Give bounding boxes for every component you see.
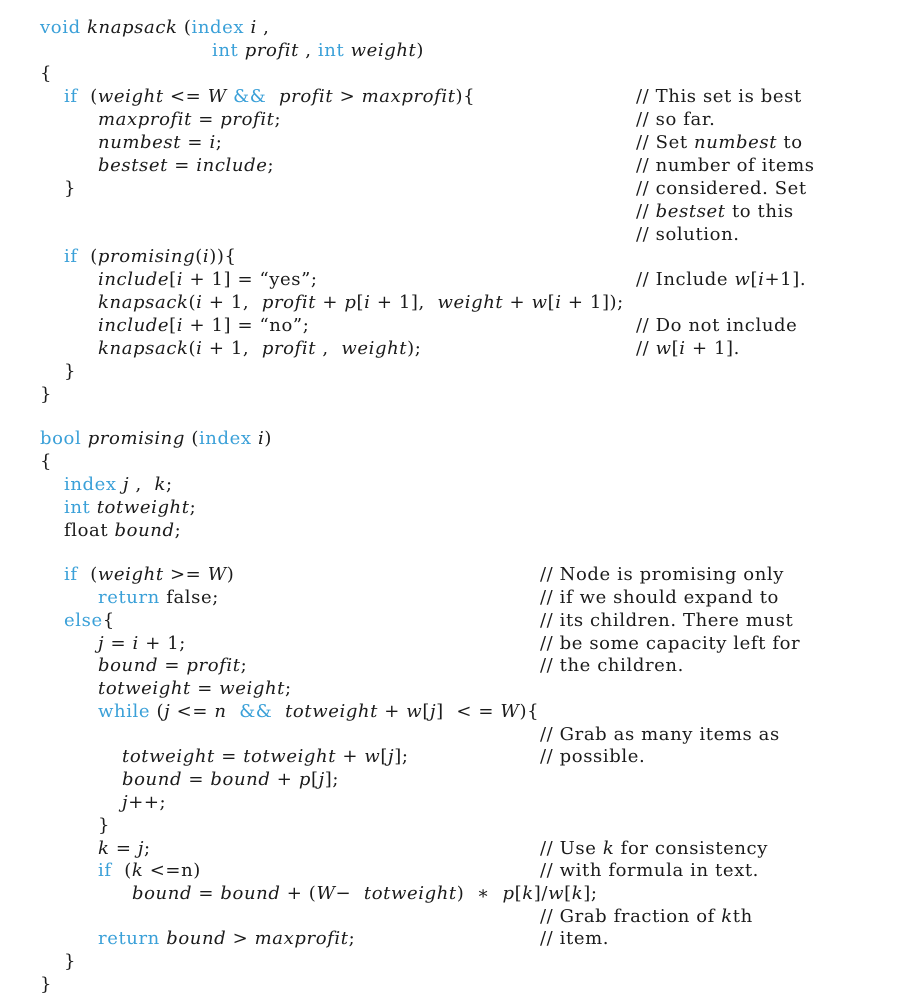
code-comment — [540, 838, 768, 860]
code-keyword: && — [233, 86, 267, 107]
code-keyword: bool — [40, 428, 82, 449]
code-text: > — [226, 928, 255, 949]
code-text: ]; — [583, 883, 598, 904]
code-keyword: index — [64, 474, 117, 495]
code-keyword: while — [98, 701, 151, 722]
code-comment: // solution. — [636, 224, 740, 245]
code-line — [98, 269, 318, 291]
code-text: // — [636, 201, 656, 222]
code-identifier: profit — [244, 40, 299, 61]
code-identifier: w — [364, 746, 381, 767]
code-text: for consistency — [614, 838, 768, 859]
code-keyword: return — [98, 928, 160, 949]
code-text: [ — [310, 769, 319, 790]
code-identifier: weight — [350, 40, 417, 61]
code-identifier: W — [207, 86, 227, 107]
code-identifier: i — [758, 269, 765, 290]
code-line — [98, 292, 624, 314]
code-text: [ — [169, 269, 177, 290]
code-keyword: int — [317, 40, 345, 61]
code-identifier: totweight — [243, 746, 337, 767]
code-line — [98, 633, 186, 655]
code-comment: // so far. — [636, 109, 716, 130]
code-text: } — [40, 384, 53, 405]
code-line — [64, 497, 196, 519]
code-text: = — [191, 109, 221, 130]
code-text: [ — [169, 315, 177, 336]
code-text: ) — [519, 701, 528, 722]
code-identifier: i — [176, 269, 184, 290]
code-identifier: knapsack — [87, 17, 178, 38]
code-line — [98, 315, 309, 337]
code-text — [227, 701, 240, 722]
code-identifier: w — [406, 701, 423, 722]
code-identifier: p — [344, 292, 357, 313]
code-identifier: bound — [132, 883, 193, 904]
code-comment: // This set is best — [636, 86, 802, 107]
code-identifier: weight — [437, 292, 504, 313]
code-text: ] < = — [436, 701, 501, 722]
code-line — [98, 838, 151, 860]
code-comment — [636, 269, 806, 291]
code-text: ; — [215, 132, 223, 153]
code-identifier: weight — [341, 338, 408, 359]
code-identifier: W — [316, 883, 336, 904]
code-identifier: k — [522, 883, 534, 904]
code-identifier: weight — [97, 564, 164, 585]
code-text: ; — [348, 928, 356, 949]
code-text: // Set — [636, 132, 694, 153]
code-text: ]/ — [533, 883, 549, 904]
code-identifier: i — [202, 246, 210, 267]
code-line — [98, 655, 247, 677]
code-comment — [636, 338, 740, 360]
code-comment: // if we should expand to — [540, 587, 779, 608]
code-identifier: weight — [219, 678, 285, 699]
code-keyword: return — [98, 587, 160, 608]
code-identifier: k — [98, 838, 110, 859]
code-identifier: i — [196, 338, 203, 359]
code-line — [98, 155, 274, 177]
code-text: to this — [725, 201, 794, 222]
code-identifier: totweight — [122, 746, 215, 767]
code-text: } — [98, 815, 111, 836]
code-identifier: bound — [210, 769, 271, 790]
code-line — [40, 974, 52, 996]
code-identifier: w — [734, 269, 751, 290]
code-identifier: j — [122, 792, 129, 813]
code-text: ( — [177, 17, 192, 38]
code-text: + — [377, 701, 407, 722]
code-text: + 1], — [370, 292, 438, 313]
code-identifier: bestset — [655, 201, 726, 222]
code-text: + 1; — [138, 633, 186, 654]
code-text: + — [503, 292, 532, 313]
code-text: + ( — [280, 883, 317, 904]
code-comment: // its children. There must — [540, 610, 794, 631]
code-keyword: void — [40, 17, 81, 38]
code-line — [98, 109, 281, 131]
code-identifier: i — [555, 292, 562, 313]
code-line — [40, 384, 52, 406]
code-text: to — [777, 132, 803, 153]
code-identifier: j — [318, 769, 325, 790]
code-identifier: i — [132, 633, 139, 654]
code-text: { — [102, 610, 115, 631]
code-identifier: i — [364, 292, 371, 313]
code-text: { — [463, 86, 476, 107]
code-text: // Grab fraction of — [540, 906, 722, 927]
code-identifier: w — [548, 883, 565, 904]
code-line — [64, 564, 234, 586]
code-line — [98, 860, 201, 882]
code-text: th — [732, 906, 753, 927]
code-text: = — [182, 769, 211, 790]
code-keyword: index — [198, 428, 252, 449]
code-identifier: k — [721, 906, 733, 927]
code-text: + — [336, 746, 365, 767]
code-text: >= — [163, 564, 208, 585]
code-identifier: W — [500, 701, 520, 722]
code-line — [40, 428, 272, 450]
code-text: <=n) — [143, 860, 201, 881]
code-line — [212, 40, 424, 62]
code-line — [98, 701, 539, 723]
code-text: − — [335, 883, 364, 904]
code-identifier: knapsack — [98, 292, 189, 313]
code-identifier: bound — [114, 520, 175, 541]
code-text: [ — [564, 883, 572, 904]
code-text: ) — [455, 86, 464, 107]
code-comment: // number of items — [636, 155, 815, 176]
code-identifier: promising — [97, 246, 196, 267]
code-keyword: int — [212, 40, 239, 61]
code-identifier: include — [196, 155, 268, 176]
code-text: // Use — [540, 838, 603, 859]
code-text: ( — [77, 564, 98, 585]
code-text — [272, 701, 285, 722]
code-text: [ — [750, 269, 759, 290]
code-identifier: profit — [279, 86, 334, 107]
code-text: ( — [188, 338, 197, 359]
code-identifier: W — [207, 564, 227, 585]
code-text: + — [270, 769, 299, 790]
code-line — [40, 63, 52, 85]
code-text: ( — [188, 292, 197, 313]
code-text: [ — [356, 292, 365, 313]
code-identifier: i — [209, 132, 216, 153]
code-identifier: maxprofit — [98, 109, 192, 130]
code-keyword: if — [64, 246, 78, 267]
code-text: { — [40, 451, 53, 472]
code-text: // Include — [636, 269, 735, 290]
code-text: ( — [195, 246, 203, 267]
code-line — [132, 883, 598, 905]
code-comment: // with formula in text. — [540, 860, 760, 881]
code-text: ]; — [394, 746, 409, 767]
code-keyword: index — [191, 17, 245, 38]
code-comment — [636, 201, 794, 223]
code-text: [ — [547, 292, 556, 313]
code-identifier: knapsack — [98, 338, 189, 359]
code-identifier: maxprofit — [254, 928, 349, 949]
code-text: // — [636, 338, 656, 359]
code-keyword: if — [98, 860, 112, 881]
code-comment: // item. — [540, 928, 610, 949]
code-identifier: bound — [220, 883, 281, 904]
code-keyword: else — [64, 610, 103, 631]
code-line — [64, 246, 237, 268]
code-keyword: int — [64, 497, 91, 518]
code-text: ) — [264, 428, 272, 449]
code-text: = — [109, 838, 138, 859]
code-text: + 1]. — [685, 338, 740, 359]
code-text: ; — [166, 474, 173, 495]
code-text: )) — [209, 246, 225, 267]
code-text: } — [64, 951, 77, 972]
code-identifier: maxprofit — [361, 86, 456, 107]
code-text: } — [64, 361, 77, 382]
code-line — [64, 520, 181, 542]
code-text: ; — [189, 497, 197, 518]
code-line — [98, 928, 355, 950]
code-text: + 1, — [202, 338, 262, 359]
code-identifier: numbest — [98, 132, 182, 153]
code-text: + 1, — [202, 292, 262, 313]
code-text: ; — [240, 655, 248, 676]
code-text: [ — [422, 701, 430, 722]
code-text: + — [316, 292, 345, 313]
code-line — [122, 769, 339, 791]
code-text: = — [181, 132, 210, 153]
code-text: false; — [159, 587, 219, 608]
code-text: ( — [150, 701, 165, 722]
code-text: <= — [163, 86, 208, 107]
code-identifier: i — [176, 315, 184, 336]
code-identifier: w — [655, 338, 672, 359]
code-line — [122, 792, 166, 814]
code-text: = — [192, 883, 221, 904]
code-text: <= — [170, 701, 215, 722]
code-text: ( — [111, 860, 132, 881]
code-keyword: if — [64, 86, 78, 107]
code-identifier: profit — [261, 338, 317, 359]
code-identifier: j — [388, 746, 395, 767]
code-identifier: k — [602, 838, 615, 859]
code-comment: // possible. — [540, 746, 646, 767]
code-identifier: p — [298, 769, 311, 790]
code-text: ) — [226, 564, 235, 585]
code-identifier: w — [531, 292, 548, 313]
code-comment: // Do not include — [636, 315, 798, 336]
code-identifier: bestset — [98, 155, 168, 176]
code-text: + 1] = “yes”; — [183, 269, 318, 290]
code-text: , — [129, 474, 155, 495]
code-keyword: if — [64, 564, 78, 585]
code-identifier: k — [154, 474, 167, 495]
code-line — [64, 474, 173, 496]
code-identifier: totweight — [363, 883, 457, 904]
code-text: } — [40, 974, 53, 995]
code-text: > — [333, 86, 362, 107]
code-text: [ — [671, 338, 680, 359]
code-identifier: bound — [122, 769, 183, 790]
code-text: ( — [77, 86, 98, 107]
code-identifier: totweight — [98, 678, 191, 699]
code-comment: // Node is promising only — [540, 564, 785, 585]
code-line — [98, 678, 292, 700]
code-comment — [636, 132, 803, 154]
code-line — [98, 587, 219, 609]
code-line — [40, 451, 52, 473]
code-identifier: profit — [186, 655, 241, 676]
code-text: = — [190, 678, 220, 699]
code-text: ; — [174, 520, 182, 541]
code-text: ; — [284, 678, 292, 699]
code-line — [40, 17, 270, 39]
code-line — [122, 746, 409, 768]
code-line — [64, 610, 115, 632]
code-identifier: bound — [98, 655, 159, 676]
code-identifier: k — [131, 860, 144, 881]
code-text: + 1]); — [561, 292, 624, 313]
code-identifier: i — [250, 17, 257, 38]
code-text: = — [214, 746, 244, 767]
code-text: ; — [274, 109, 282, 130]
code-comment — [540, 906, 753, 928]
code-text: = — [158, 655, 187, 676]
code-text: + 1] = “no”; — [183, 315, 310, 336]
code-text: ( — [77, 246, 98, 267]
code-text: ( — [185, 428, 199, 449]
code-identifier: p — [502, 883, 515, 904]
code-comment: // Grab as many items as — [540, 724, 780, 745]
code-identifier: i — [257, 428, 265, 449]
code-line — [98, 132, 222, 154]
code-line — [64, 86, 475, 108]
code-text — [266, 86, 279, 107]
code-text: , — [256, 17, 270, 38]
code-identifier: j — [123, 474, 130, 495]
code-text: float — [64, 520, 115, 541]
code-identifier: j — [429, 701, 437, 722]
code-line — [64, 178, 76, 200]
code-identifier: weight — [97, 86, 164, 107]
code-text: , — [298, 40, 318, 61]
code-identifier: n — [214, 701, 227, 722]
code-identifier: profit — [220, 109, 275, 130]
code-text: ) ∗ — [456, 883, 503, 904]
code-text: ; — [144, 838, 151, 859]
code-line — [98, 338, 421, 360]
code-identifier: i — [679, 338, 686, 359]
code-line — [98, 815, 110, 837]
code-comment: // be some capacity left for — [540, 633, 801, 654]
code-text: { — [527, 701, 540, 722]
code-text: { — [40, 63, 53, 84]
code-identifier: j — [98, 633, 105, 654]
code-identifier: k — [571, 883, 584, 904]
code-comment: // the children. — [540, 655, 684, 676]
code-text: ; — [267, 155, 275, 176]
code-text: ]; — [324, 769, 340, 790]
code-text: } — [64, 178, 77, 199]
code-identifier: j — [137, 838, 145, 859]
code-text: { — [224, 246, 237, 267]
code-text: [ — [514, 883, 523, 904]
code-identifier: j — [164, 701, 171, 722]
code-identifier: bound — [166, 928, 227, 949]
code-identifier: include — [98, 315, 170, 336]
code-identifier: include — [98, 269, 170, 290]
code-keyword: && — [239, 701, 273, 722]
code-text: ++; — [128, 792, 167, 813]
code-text: = — [104, 633, 133, 654]
code-text: = — [167, 155, 197, 176]
code-text: ); — [407, 338, 422, 359]
code-comment: // considered. Set — [636, 178, 807, 199]
code-identifier: promising — [87, 428, 185, 449]
code-text: , — [316, 338, 342, 359]
code-line — [64, 361, 76, 383]
code-text: ) — [416, 40, 425, 61]
code-identifier: i — [196, 292, 203, 313]
code-line — [64, 951, 76, 973]
code-identifier: profit — [261, 292, 317, 313]
code-identifier: totweight — [96, 497, 190, 518]
code-identifier: numbest — [694, 132, 778, 153]
code-text: [ — [380, 746, 389, 767]
code-text: +1]. — [764, 269, 807, 290]
code-identifier: totweight — [285, 701, 378, 722]
